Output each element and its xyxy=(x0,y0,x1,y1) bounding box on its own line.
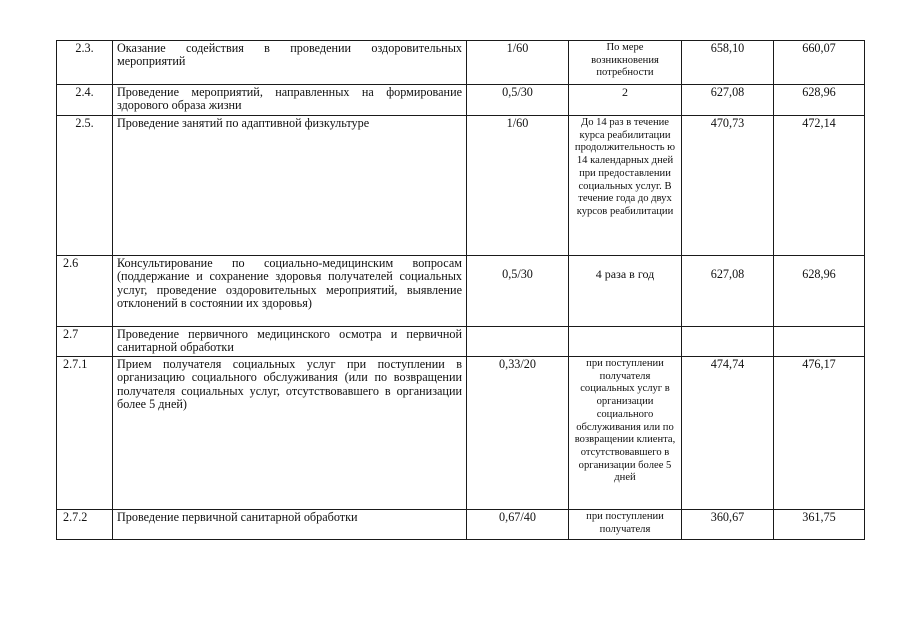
table-row xyxy=(57,85,865,116)
service-frequency: 4 раза в год xyxy=(569,256,682,327)
table-row xyxy=(57,510,865,540)
services-table xyxy=(56,40,865,540)
service-frequency: 2 xyxy=(569,85,682,116)
tariff-value-1: 627,08 xyxy=(682,85,774,116)
time-norm: 1/60 xyxy=(467,41,569,85)
row-number: 2.7.1 xyxy=(57,357,113,510)
tariff-value-2: 472,14 xyxy=(774,116,865,256)
service-name: Проведение мероприятий, направленных на формирование здорового образа жизни xyxy=(113,85,467,116)
service-name: Проведение занятий по адаптивной физкультуре xyxy=(113,116,467,256)
tariff-value-2: 361,75 xyxy=(774,510,865,540)
table-row xyxy=(57,116,865,256)
service-frequency: при поступлении получателя социальных услуг в организации социального обслуживания или по возвращении клиента, отсутствовавшего в организации более 5 дней xyxy=(569,357,682,510)
service-name: Консультирование по социально-медицинским вопросам (поддержание и сохранение здоровья получателей социальных услуг, проведение оздоровительных мероприятий, выявление отклонений в состоянии их здоровья) xyxy=(113,256,467,327)
time-norm: 0,67/40 xyxy=(467,510,569,540)
service-name: Проведение первичного медицинского осмотра и первичной санитарной обработки xyxy=(113,327,467,357)
service-frequency: По мере возникновения потребности xyxy=(569,41,682,85)
tariff-value-2 xyxy=(774,327,865,357)
time-norm: 0,5/30 xyxy=(467,85,569,116)
row-number: 2.5. xyxy=(57,116,113,256)
time-norm xyxy=(467,327,569,357)
time-norm: 0,33/20 xyxy=(467,357,569,510)
service-name: Прием получателя социальных услуг при поступлении в организацию социального обслуживания (или по возвращении получателя социальных услуг, отсутствовавшего в организации более 5 дней) xyxy=(113,357,467,510)
tariff-value-1: 470,73 xyxy=(682,116,774,256)
tariff-value-1: 360,67 xyxy=(682,510,774,540)
time-norm: 0,5/30 xyxy=(467,256,569,327)
tariff-value-2: 628,96 xyxy=(774,256,865,327)
time-norm: 1/60 xyxy=(467,116,569,256)
table-row xyxy=(57,256,865,327)
service-name: Проведение первичной санитарной обработки xyxy=(113,510,467,540)
row-number: 2.7 xyxy=(57,327,113,357)
row-number: 2.3. xyxy=(57,41,113,85)
row-number: 2.6 xyxy=(57,256,113,327)
table-row xyxy=(57,41,865,85)
tariff-value-2: 660,07 xyxy=(774,41,865,85)
service-frequency: при поступлении получателя xyxy=(569,510,682,540)
tariff-value-2: 476,17 xyxy=(774,357,865,510)
row-number: 2.7.2 xyxy=(57,510,113,540)
tariff-value-1: 627,08 xyxy=(682,256,774,327)
table-row xyxy=(57,357,865,510)
tariff-value-1 xyxy=(682,327,774,357)
service-frequency: До 14 раз в течение курса реабилитации продолжительность ю 14 календарных дней при предоставлении социальных услуг. В течение года до двух курсов реабилитации xyxy=(569,116,682,256)
row-number: 2.4. xyxy=(57,85,113,116)
tariff-value-1: 658,10 xyxy=(682,41,774,85)
tariff-value-1: 474,74 xyxy=(682,357,774,510)
tariff-value-2: 628,96 xyxy=(774,85,865,116)
table-row xyxy=(57,327,865,357)
service-name: Оказание содействия в проведении оздоровительных мероприятий xyxy=(113,41,467,85)
service-frequency xyxy=(569,327,682,357)
